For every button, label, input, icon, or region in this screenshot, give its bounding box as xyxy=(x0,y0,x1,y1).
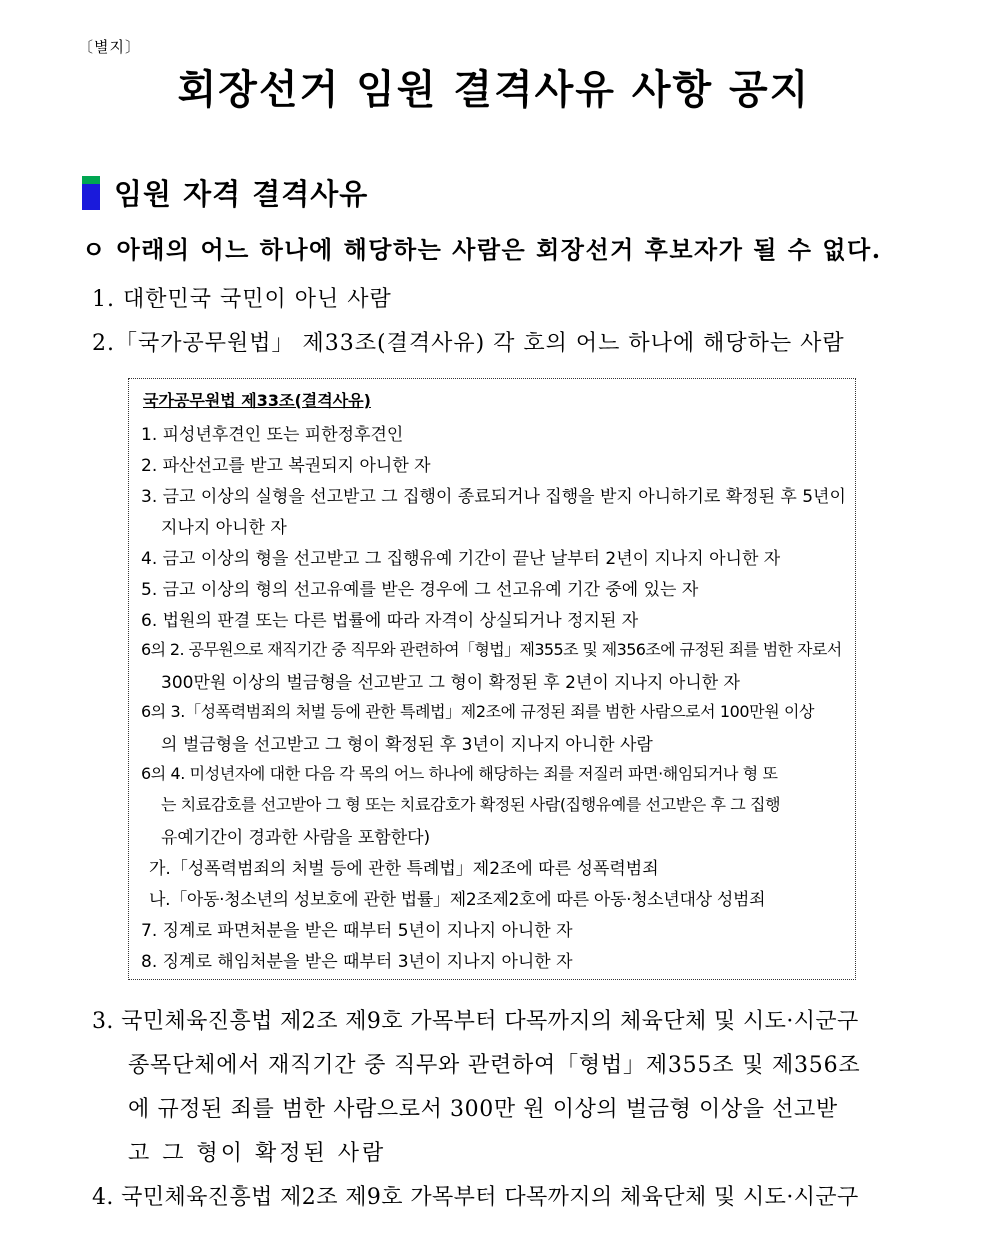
item-3-line-3: 에 규정된 죄를 범한 사람으로서 300만 원 이상의 벌금형 이상을 선고받 xyxy=(128,1097,838,1122)
item-3-line-2: 종목단체에서 재직기간 중 직무와 관련하여「형법」제355조 및 제356조 xyxy=(128,1053,861,1078)
section-title: 임원 자격 결격사유 xyxy=(114,177,369,211)
law-line: 6의 2. 공무원으로 재직기간 중 직무와 관련하여「형법」제355조 및 제356조에 규정된 죄를 범한 자로서 xyxy=(141,640,842,659)
law-excerpt-heading: 국가공무원법 제33조(결격사유) xyxy=(143,391,371,410)
law-line: 7. 징계로 파면처분을 받은 때부터 5년이 지나지 아니한 자 xyxy=(141,921,573,941)
annex-label: 〔별지〕 xyxy=(78,38,141,56)
law-line: 8. 징계로 해임처분을 받은 때부터 3년이 지나지 아니한 자 xyxy=(141,952,573,972)
law-line: 2. 파산선고를 받고 복권되지 아니한 자 xyxy=(141,456,431,476)
law-line: 6. 법원의 판결 또는 다른 법률에 따라 자격이 상실되거나 정지된 자 xyxy=(141,611,639,631)
item-4-line-1: 4. 국민체육진흥법 제2조 제9호 가목부터 다목까지의 체육단체 및 시도·시군구 xyxy=(92,1185,859,1210)
law-excerpt-box xyxy=(128,378,856,980)
law-line: 6의 4. 미성년자에 대한 다음 각 목의 어느 하나에 해당하는 죄를 저질러 파면·해임되거나 형 또 xyxy=(141,764,778,783)
law-line: 지나지 아니한 자 xyxy=(161,518,287,538)
item-3-line-1: 3. 국민체육진흥법 제2조 제9호 가목부터 다목까지의 체육단체 및 시도·시군구 xyxy=(92,1009,859,1034)
item-2: 2.「국가공무원법」 제33조(결격사유) 각 호의 어느 하나에 해당하는 사람 xyxy=(92,331,845,356)
item-3-line-4: 고 그 형이 확정된 사람 xyxy=(128,1141,387,1166)
law-line: 유예기간이 경과한 사람을 포함한다) xyxy=(161,828,431,848)
section-heading xyxy=(82,172,368,213)
law-line: 가.「성폭력범죄의 처벌 등에 관한 특례법」제2조에 따른 성폭력범죄 xyxy=(149,859,659,879)
law-line: 나.「아동·청소년의 성보호에 관한 법률」제2조제2호에 따른 아동·청소년대상 성범죄 xyxy=(149,890,766,910)
item-1: 1. 대한민국 국민이 아닌 사람 xyxy=(92,287,392,312)
lead-statement: ㅇ 아래의 어느 하나에 해당하는 사람은 회장선거 후보자가 될 수 없다. xyxy=(82,235,882,264)
section-marker-icon xyxy=(82,176,100,210)
law-line: 5. 금고 이상의 형의 선고유예를 받은 경우에 그 선고유예 기간 중에 있는 자 xyxy=(141,580,699,600)
law-line: 4. 금고 이상의 형을 선고받고 그 집행유예 기간이 끝난 날부터 2년이 지나지 아니한 자 xyxy=(141,549,781,569)
law-line: 6의 3.「성폭력범죄의 처벌 등에 관한 특례법」제2조에 규정된 죄를 범한 사람으로서 100만원 이상 xyxy=(141,702,815,721)
law-line: 300만원 이상의 벌금형을 선고받고 그 형이 확정된 후 2년이 지나지 아니한 자 xyxy=(161,673,740,693)
law-line: 1. 피성년후견인 또는 피한정후견인 xyxy=(141,425,404,445)
law-line: 의 벌금형을 선고받고 그 형이 확정된 후 3년이 지나지 아니한 사람 xyxy=(161,735,653,755)
law-line: 는 치료감호를 선고받아 그 형 또는 치료감호가 확정된 사람(집행유예를 선고받은 후 그 집행 xyxy=(161,795,781,814)
law-line: 3. 금고 이상의 실형을 선고받고 그 집행이 종료되거나 집행을 받지 아니하기로 확정된 후 5년이 xyxy=(141,487,846,507)
page-title: 회장선거 임원 결격사유 사항 공지 xyxy=(177,67,811,113)
